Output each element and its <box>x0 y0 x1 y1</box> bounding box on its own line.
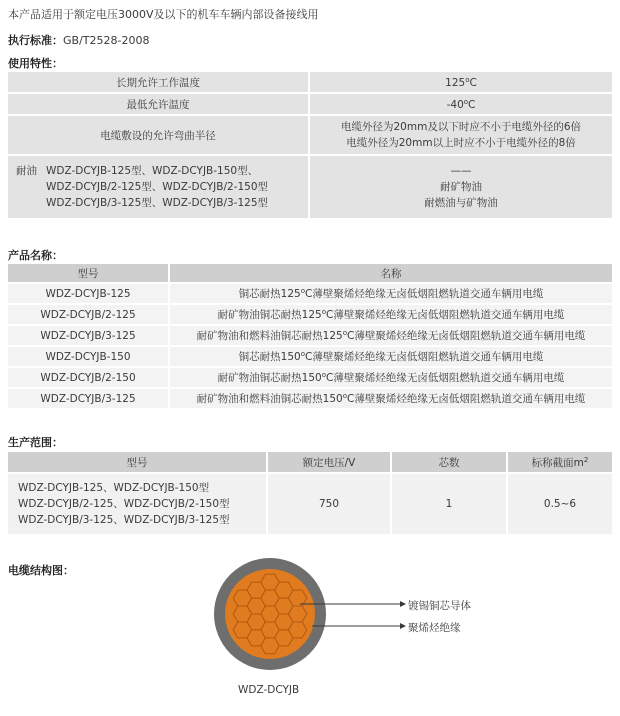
insulation-layer <box>225 569 315 659</box>
usage-value-text: -40$^o$C <box>446 97 476 111</box>
model-cell: WDZ-DCYJB/3-125 <box>8 326 170 347</box>
standard-label: 执行标准： <box>8 34 63 47</box>
header-cell-text: 标称截面$m^2$ <box>531 455 589 469</box>
section-cell: 0.5~6 <box>508 474 612 534</box>
usage-name-line: WDZ-DCYJB/2-125型、WDZ-DCYJB/2-150型 <box>46 181 269 193</box>
name-cell <box>170 305 612 326</box>
strand-hex <box>261 606 279 622</box>
cores-cell: 1 <box>392 474 508 534</box>
table-row <box>8 284 612 305</box>
intro-text: 本产品适用于额定电压3000V及以下的机车车辆内部设备接线用 <box>8 8 319 21</box>
table-row <box>8 368 612 389</box>
usage-value <box>310 72 612 94</box>
conductor-strands <box>233 574 307 654</box>
strand-hex <box>288 622 306 638</box>
product-table <box>8 264 612 410</box>
product-title: 产品名称： <box>8 249 63 262</box>
strand-hex <box>275 630 293 646</box>
strand-hex <box>288 590 306 606</box>
table-row <box>8 305 612 326</box>
strand-hex <box>275 598 293 614</box>
table-row <box>8 116 612 156</box>
model-cell: WDZ-DCYJB-150 <box>8 347 170 368</box>
usage-value-line: 耐燃油与矿物油 <box>424 197 498 209</box>
voltage-cell: 750 <box>268 474 392 534</box>
usage-value <box>310 116 612 156</box>
table-row <box>8 347 612 368</box>
strand-hex <box>261 622 279 638</box>
strand-hex <box>247 630 265 646</box>
model-line: WDZ-DCYJB-125、WDZ-DCYJB-150型 <box>18 482 210 494</box>
range-title: 生产范围： <box>8 436 63 449</box>
usage-name-line: WDZ-DCYJB-125型、WDZ-DCYJB-150型、 <box>46 165 259 177</box>
usage-name <box>8 156 310 220</box>
name-text: 铜芯耐热150$^o$C薄壁聚烯烃绝缘无卤低烟阻燃轨道交通车辆用电缆 <box>238 350 544 363</box>
table-row <box>8 474 612 534</box>
usage-table <box>8 72 612 220</box>
label-conductor: 镀锡铜芯导体 <box>408 600 471 612</box>
strand-hex <box>261 590 279 606</box>
usage-name: 长期允许工作温度 <box>8 72 310 94</box>
model-cell: WDZ-DCYJB/2-150 <box>8 368 170 389</box>
range-table <box>8 452 612 534</box>
model-cell <box>8 474 268 534</box>
name-text: 耐矿物油和燃料油铜芯耐热125$^o$C薄壁聚烯烃绝缘无卤低烟阻燃轨道交通车辆用电缆 <box>196 329 586 342</box>
header-cell: 型号 <box>8 264 170 284</box>
name-cell <box>170 326 612 347</box>
name-text: 耐矿物油和燃料油铜芯耐热150$^o$C薄壁聚烯烃绝缘无卤低烟阻燃轨道交通车辆用电缆 <box>196 392 586 405</box>
structure-title: 电缆结构图： <box>8 564 74 577</box>
name-cell <box>170 347 612 368</box>
usage-name: 电缆敷设的允许弯曲半径 <box>8 116 310 156</box>
table-row <box>8 72 612 94</box>
strand-hex <box>233 622 251 638</box>
leader-arrow-conductor <box>400 601 406 607</box>
usage-title: 使用特性： <box>8 57 63 70</box>
usage-value-line: 电缆外径为20mm及以下时应不小于电缆外径的6倍 <box>341 121 581 133</box>
name-text: 铜芯耐热125$^o$C薄壁聚烯烃绝缘无卤低烟阻燃轨道交通车辆用电缆 <box>238 287 544 300</box>
strand-hex <box>233 606 251 622</box>
cable-caption: WDZ-DCYJB <box>238 684 300 696</box>
table-header-row <box>8 452 612 474</box>
usage-value-text: 125$^o$C <box>445 75 477 89</box>
table-row <box>8 156 612 220</box>
usage-value <box>310 94 612 116</box>
usage-value-line: —— <box>450 165 472 177</box>
name-cell <box>170 368 612 389</box>
header-cell: 额定电压/V <box>268 452 392 474</box>
header-cell: 芯数 <box>392 452 508 474</box>
strand-hex <box>288 606 306 622</box>
usage-name: 最低允许温度 <box>8 94 310 116</box>
model-cell: WDZ-DCYJB-125 <box>8 284 170 305</box>
standard-line <box>8 32 149 48</box>
standard-value: GB/T2528-2008 <box>63 34 150 47</box>
strand-hex <box>247 598 265 614</box>
header-cell <box>508 452 612 474</box>
usage-value-line: 耐矿物油 <box>440 181 482 193</box>
usage-name-line: WDZ-DCYJB/3-125型、WDZ-DCYJB/3-125型 <box>46 197 269 209</box>
name-cell <box>170 389 612 410</box>
table-header-row <box>8 264 612 284</box>
label-insulation: 聚烯烃绝缘 <box>408 622 461 634</box>
name-cell <box>170 284 612 305</box>
header-cell: 型号 <box>8 452 268 474</box>
usage-name-prefix: 耐油 <box>16 165 37 177</box>
name-text: 耐矿物油铜芯耐热150$^o$C薄壁聚烯烃绝缘无卤低烟阻燃轨道交通车辆用电缆 <box>217 371 565 384</box>
strand-hex <box>261 638 279 654</box>
usage-value-line: 电缆外径为20mm以上时应不小于电缆外径的8倍 <box>346 137 576 149</box>
name-text: 耐矿物油铜芯耐热125$^o$C薄壁聚烯烃绝缘无卤低烟阻燃轨道交通车辆用电缆 <box>217 308 565 321</box>
strand-hex <box>233 590 251 606</box>
table-row <box>8 94 612 116</box>
strand-hex <box>247 582 265 598</box>
model-line: WDZ-DCYJB/2-125、WDZ-DCYJB/2-150型 <box>18 498 230 510</box>
table-row <box>8 326 612 347</box>
model-cell: WDZ-DCYJB/2-125 <box>8 305 170 326</box>
usage-value <box>310 156 612 220</box>
header-cell: 名称 <box>170 264 612 284</box>
table-row <box>8 389 612 410</box>
jacket-ring <box>214 558 326 670</box>
strand-hex <box>275 614 293 630</box>
model-cell: WDZ-DCYJB/3-125 <box>8 389 170 410</box>
strand-hex <box>247 614 265 630</box>
strand-hex <box>275 582 293 598</box>
leader-arrow-insulation <box>400 623 406 629</box>
model-line: WDZ-DCYJB/3-125、WDZ-DCYJB/3-125型 <box>18 514 230 526</box>
strand-hex <box>261 574 279 590</box>
